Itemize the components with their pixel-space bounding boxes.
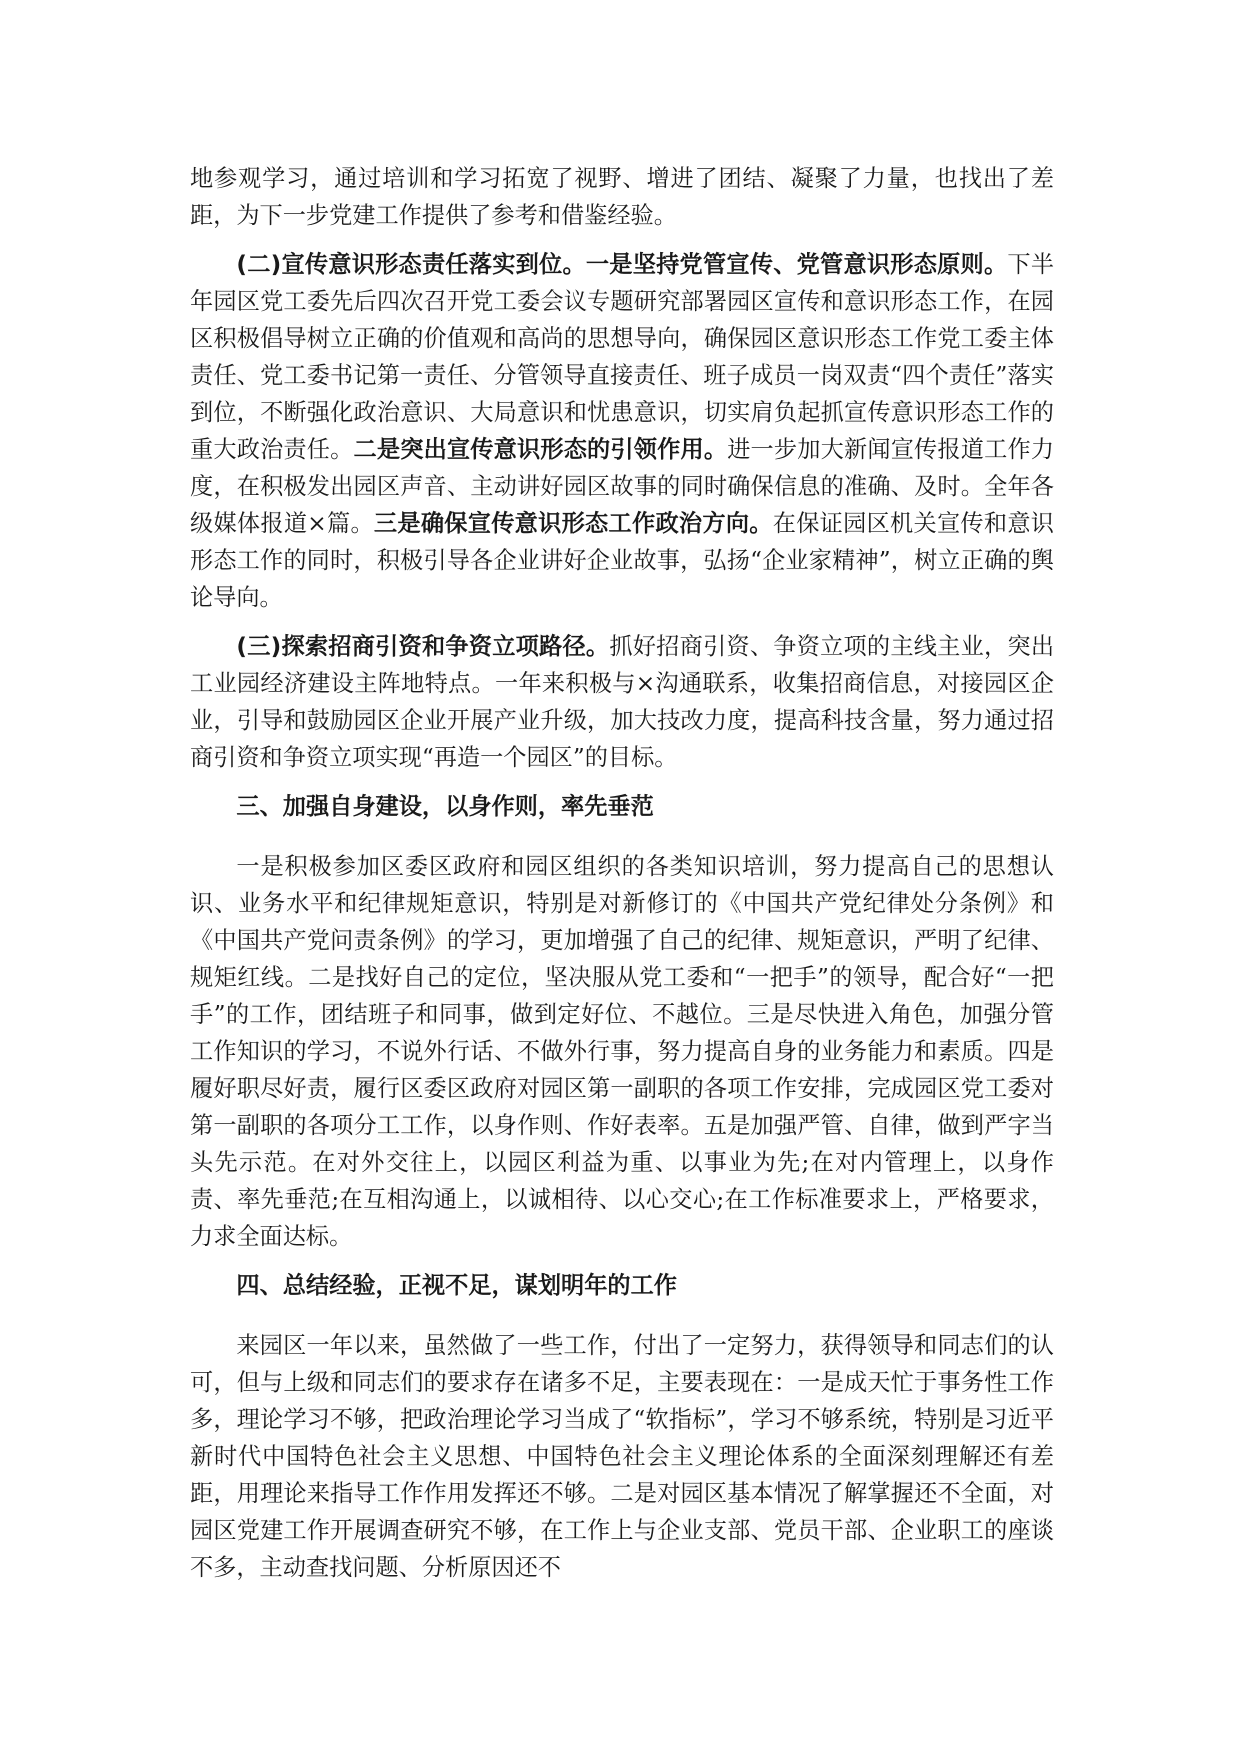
section-title-investment: (三)探索招商引资和争资立项路径。 bbox=[236, 633, 610, 660]
document-page bbox=[190, 160, 1054, 1598]
paragraph-shortcomings: 来园区一年以来，虽然做了一些工作，付出了一定努力，获得领导和同志们的认可，但与上级和同志们的要求存在诸多不足，主要表现在：一是成天忙于事务性工作多，理论学习不够，把政治理论学习当成了“软指标”，学习不够系统，特别是习近平新时代中国特色社会主义思想、中国特色社会主义理论体系的全面深刻理解还有差距，用理论来指导工作作用发挥还不够。二是对园区基本情况了解掌握还不全面，对园区党建工作开展调查研究不够，在工作上与企业支部、党员干部、企业职工的座谈不多，主动查找问题、分析原因还不 bbox=[190, 1332, 1054, 1581]
point-text-party-control: 下半年园区党工委先后四次召开党工委会议专题研究部署园区宣传和意识形态工作，在园区积极倡导树立正确的价值观和高尚的思想导向，确保园区意识形态工作党工委主体责任、党工委书记第一责任、分管领导直接责任、班子成员一岗双责“四个责任”落实到位，不断强化政治意识、大局意识和忧患意识，切实肩负起抓宣传意识形态工作的重大政治责任。 bbox=[190, 251, 1055, 463]
paragraph-propaganda-ideology bbox=[190, 246, 1054, 616]
heading-self-construction: 三、加强自身建设，以身作则，率先垂范 bbox=[236, 793, 654, 820]
section-title-propaganda: (二)宣传意识形态责任落实到位。 bbox=[236, 251, 586, 278]
point-title-leading-role: 二是突出宣传意识形态的引领作用。 bbox=[353, 436, 728, 463]
point-title-political-direction: 三是确保宣传意识形态工作政治方向。 bbox=[373, 510, 773, 537]
point-text-leading-role: 进一步加大新闻宣传报道工作力度，在积极发出园区声音、主动讲好园区故事的同时确保信息的准确、及时。全年各级媒体报道×篇。 bbox=[190, 436, 1055, 537]
paragraph-self-construction: 一是积极参加区委区政府和园区组织的各类知识培训，努力提高自己的思想认识、业务水平和纪律规矩意识，特别是对新修订的《中国共产党纪律处分条例》和《中国共产党问责条例》的学习，更加增强了自己的纪律、规矩意识，严明了纪律、规矩红线。二是找好自己的定位，坚决服从党工委和“一把手”的领导，配合好“一把手”的工作，团结班子和同事，做到定好位、不越位。三是尽快进入角色，加强分管工作知识的学习，不说外行话、不做外行事，努力提高自身的业务能力和素质。四是履好职尽好责，履行区委区政府对园区第一副职的各项工作安排，完成园区党工委对第一副职的各项分工工作，以身作则、作好表率。五是加强严管、自律，做到严字当头先示范。在对外交往上，以园区利益为重、以事业为先;在对内管理上，以身作责、率先垂范;在互相沟通上，以诚相待、以心交心;在工作标准要求上，严格要求，力求全面达标。 bbox=[190, 853, 1054, 1250]
point-text-political-direction: 在保证园区机关宣传和意识形态工作的同时，积极引导各企业讲好企业故事，弘扬“企业家精神”，树立正确的舆论导向。 bbox=[190, 510, 1054, 611]
investment-text: 抓好招商引资、争资立项的主线主业，突出工业园经济建设主阵地特点。一年来积极与×沟通联系，收集招商信息，对接园区企业，引导和鼓励园区企业开展产业升级，加大技改力度，提高科技含量，努力通过招商引资和争资立项实现“再造一个园区”的目标。 bbox=[190, 633, 1055, 771]
point-title-party-control: 一是坚持党管宣传、党管意识形态原则。 bbox=[585, 251, 1008, 278]
paragraph-study-visit: 地参观学习，通过培训和学习拓宽了视野、增进了团结、凝聚了力量，也找出了差距，为下一步党建工作提供了参考和借鉴经验。 bbox=[190, 165, 1054, 229]
heading-summary: 四、总结经验，正视不足，谋划明年的工作 bbox=[236, 1272, 677, 1299]
paragraph-investment bbox=[190, 628, 1054, 776]
